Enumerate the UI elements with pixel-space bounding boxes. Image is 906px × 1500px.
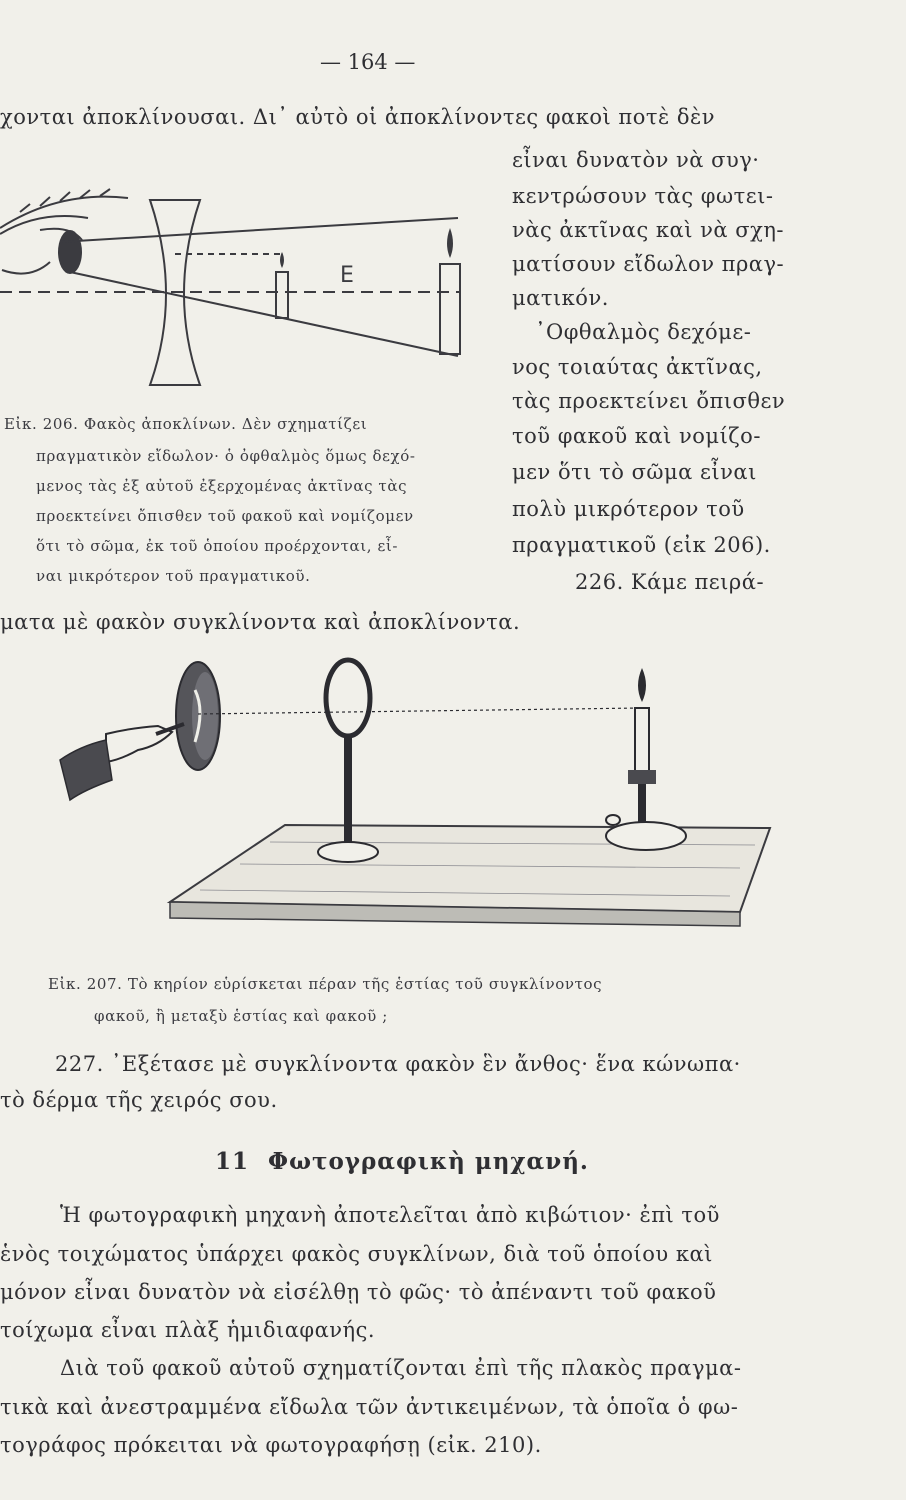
- section-heading: [215, 1148, 589, 1175]
- right-column-line: ματικόν.: [512, 286, 609, 310]
- right-column-line: νος τοιαύτας ἀκτῖνας,: [512, 355, 763, 379]
- caption-line: ναι μικρότερον τοῦ πραγματικοῦ.: [36, 567, 311, 585]
- paragraph-line: χονται ἀποκλίνουσαι. Δι᾽ αὐτὸ οἱ ἀποκλίνοντες φακοὶ ποτὲ δὲν: [0, 105, 716, 129]
- right-column-line: πολὺ μικρότερον τοῦ: [512, 497, 745, 521]
- right-column-line: 226. Κάμε πειρά-: [575, 570, 765, 594]
- right-column-line: πραγματικοῦ (εἰκ 206).: [512, 533, 771, 557]
- page-number: — 164 —: [320, 50, 416, 74]
- paragraph-line: τογράφος πρόκειται νὰ φωτογραφήσῃ (εἰκ. 210).: [0, 1433, 542, 1457]
- paragraph-line: τικὰ καὶ ἀνεστραμμένα εἴδωλα τῶν ἀντικειμένων, τὰ ὁποῖα ὁ φω-: [0, 1395, 739, 1419]
- caption-line: πραγματικὸν εἴδωλον· ὁ ὀφθαλμὸς ὅμως δεχό-: [36, 447, 416, 465]
- paragraph-line: τὸ δέρμα τῆς χειρός σου.: [0, 1088, 278, 1112]
- label-e: E: [340, 263, 354, 288]
- caption-line: προεκτείνει ὄπισθεν τοῦ φακοῦ καὶ νομίζομεν: [36, 507, 414, 525]
- section-number: 11: [215, 1148, 250, 1175]
- paragraph-line: 227. ᾿Εξέτασε μὲ συγκλίνοντα φακὸν ἓν ἄνθος· ἕνα κώνωπα·: [55, 1052, 741, 1076]
- right-column-line: τὰς προεκτείνει ὄπισθεν: [512, 389, 786, 413]
- caption-line: φακοῦ, ἢ μεταξὺ ἑστίας καὶ φακοῦ ;: [94, 1007, 388, 1025]
- right-column-line: νὰς ἀκτῖνας καὶ νὰ σχη-: [512, 218, 785, 242]
- caption-line: ὅτι τὸ σῶμα, ἐκ τοῦ ὁποίου προέρχονται, εἶ-: [36, 537, 398, 555]
- eye-icon: [0, 189, 128, 274]
- caption-line: Εἰκ. 207. Τὸ κηρίον εὑρίσκεται πέραν τῆς ἑστίας τοῦ συγκλίνοντος: [48, 975, 603, 993]
- caption-line: Εἰκ. 206. Φακὸς ἀποκλίνων. Δὲν σχηματίζει: [4, 415, 368, 433]
- hand-icon: [60, 724, 184, 800]
- right-column-line: ματίσουν εἴδωλον πραγ-: [512, 252, 785, 276]
- candle-icon: [606, 668, 686, 850]
- paragraph-line: ματα μὲ φακὸν συγκλίνοντα καὶ ἀποκλίνοντα.: [0, 610, 521, 634]
- paragraph-line: μόνον εἶναι δυνατὸν νὰ εἰσέλθῃ τὸ φῶς· τὸ ἀπέναντι τοῦ φακοῦ: [0, 1280, 717, 1304]
- right-column-line: κεντρώσουν τὰς φωτει-: [512, 184, 774, 208]
- right-column-line: εἶναι δυνατὸν νὰ συγ·: [512, 148, 760, 172]
- paragraph-line: Διὰ τοῦ φακοῦ αὐτοῦ σχηματίζονται ἐπὶ τῆς πλακὸς πραγμα-: [60, 1356, 742, 1380]
- section-title: Φωτογραφικὴ μηχανή.: [268, 1148, 589, 1175]
- caption-line: μενος τὰς ἐξ αὐτοῦ ἐξερχομένας ἀκτῖνας τὰς: [36, 477, 408, 495]
- right-column-line: τοῦ φακοῦ καὶ νομίζο-: [512, 424, 761, 448]
- right-column-line: ᾿Οφθαλμὸς δεχόμε-: [535, 320, 752, 344]
- paragraph-line: τοίχωμα εἶναι πλὰξ ἡμιδιαφανής.: [0, 1318, 376, 1342]
- figure-206-diagram: [0, 170, 480, 450]
- paragraph-line: Ἡ φωτογραφικὴ μηχανὴ ἀποτελεῖται ἀπὸ κιβώτιον· ἐπὶ τοῦ: [60, 1203, 720, 1227]
- figure-207-illustration: [40, 650, 820, 970]
- right-column-line: μεν ὅτι τὸ σῶμα εἶναι: [512, 460, 757, 484]
- paragraph-line: ἑνὸς τοιχώματος ὑπάρχει φακὸς συγκλίνων, διὰ τοῦ ὁποίου καὶ: [0, 1242, 713, 1266]
